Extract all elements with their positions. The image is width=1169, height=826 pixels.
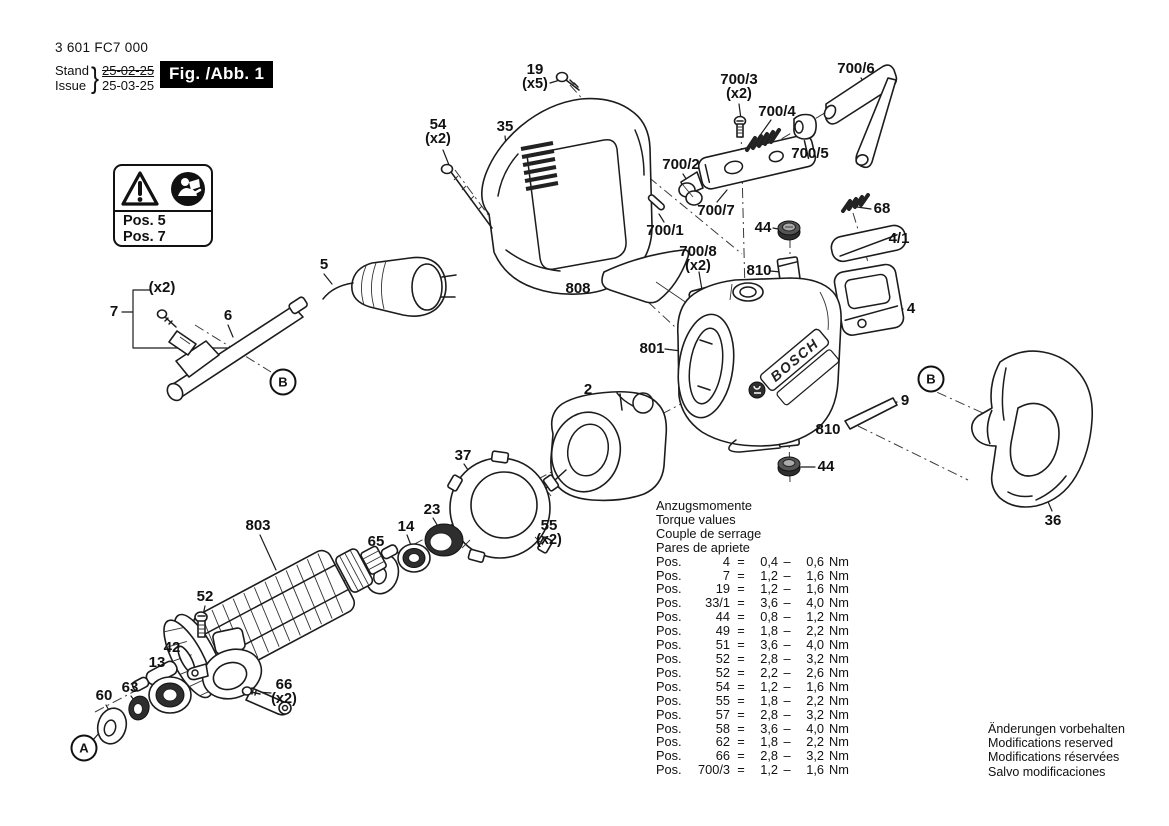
callout-circle-b: B	[918, 366, 945, 393]
part-label-803: 803	[245, 517, 271, 534]
part-label-60: 60	[95, 687, 113, 704]
callout-circle-b: B	[270, 369, 297, 396]
torque-row: Pos. 52 = 2,8 – 3,2 Nm	[656, 650, 849, 666]
figure-title-badge: Fig. /Abb. 1	[160, 61, 273, 88]
part-35-housing	[442, 73, 653, 295]
part-36-handle	[972, 351, 1093, 507]
part-44-cap-bottom	[778, 457, 800, 476]
torque-row: Pos. 44 = 0,8 – 1,2 Nm	[656, 609, 849, 625]
part-label-13: 13	[148, 654, 166, 671]
part-label-42: 42	[163, 639, 181, 656]
part-label-19: 19 (x5)	[522, 61, 548, 92]
torque-row: Pos. 19 = 1,2 – 1,6 Nm	[656, 581, 849, 597]
torque-row: Pos. 52 = 2,2 – 2,6 Nm	[656, 664, 849, 680]
torque-table	[656, 499, 849, 777]
part-label-44: 44	[754, 219, 772, 236]
part-label-36: 36	[1044, 512, 1062, 529]
part-label-68: 68	[873, 200, 891, 217]
part-700-7-plate	[681, 133, 817, 195]
part-9-label-plate	[845, 398, 897, 429]
part-13-bearing	[149, 677, 191, 713]
part-label-52: 52	[196, 588, 214, 605]
torque-heading-line: Torque values	[656, 511, 736, 527]
part-14-bearing	[398, 544, 430, 572]
issue-label: Issue	[55, 78, 87, 93]
stand-date: 25-02-25	[102, 63, 155, 78]
warning-triangle-icon	[120, 170, 160, 208]
part-label-7: 7	[109, 303, 119, 320]
part-label-700-1: 700/1	[646, 222, 684, 239]
part-label-54: 54 (x2)	[425, 116, 451, 147]
torque-row: Pos. 7 = 1,2 – 1,6 Nm	[656, 567, 849, 583]
part-label-700-3: 700/3 (x2)	[720, 71, 758, 102]
read-manual-icon	[169, 170, 207, 208]
part-700-3-screw	[735, 117, 746, 138]
part-label-700-8: 700/8 (x2)	[679, 243, 717, 274]
footer-line: Änderungen vorbehalten	[988, 722, 1125, 736]
torque-table-rows	[656, 555, 849, 778]
torque-heading-line: Couple de serrage	[656, 525, 762, 541]
part-label-35: 35	[496, 118, 514, 135]
torque-row: Pos. 57 = 2,8 – 3,2 Nm	[656, 706, 849, 722]
footer-line: Modifications reserved	[988, 736, 1114, 751]
torque-row: Pos. 62 = 1,8 – 2,2 Nm	[656, 734, 849, 750]
part-700-6-bail	[822, 65, 896, 167]
stand-label: Stand	[55, 63, 89, 78]
torque-heading-line: Anzugsmomente	[656, 498, 753, 513]
part-label-65: 65	[367, 533, 385, 550]
warnbox-pos-line: Pos. 7	[123, 229, 166, 245]
torque-row: Pos. 33/1 = 3,6 – 4,0 Nm	[656, 595, 849, 611]
part-63-washer	[126, 694, 152, 722]
torque-row: Pos. 4 = 0,4 – 0,6 Nm	[656, 553, 849, 569]
part-60-washer	[94, 705, 130, 747]
part-label-23: 23	[423, 501, 441, 518]
part-label-4: 4	[906, 300, 916, 317]
part-label-55: 55 (x2)	[536, 517, 562, 548]
part-label-808: 808	[565, 280, 591, 297]
torque-row: Pos. 54 = 1,2 – 1,6 Nm	[656, 678, 849, 694]
callout-circle-a: A	[71, 735, 98, 762]
torque-row: Pos. 55 = 1,8 – 2,2 Nm	[656, 692, 849, 708]
torque-row: Pos. 58 = 3,6 – 4,0 Nm	[656, 720, 849, 736]
footer-line: Modifications réservées	[988, 750, 1120, 765]
document-part-number: 3 601 FC7 000	[55, 40, 149, 55]
part-label-14: 14	[397, 518, 415, 535]
part-label-801: 801	[639, 340, 665, 357]
revision-block	[55, 63, 154, 93]
part-label-700-4: 700/4	[758, 103, 796, 120]
part-label-9: 9	[900, 392, 910, 409]
part-label-37: 37	[454, 447, 472, 464]
part-4-switch	[833, 263, 905, 337]
part-label-700-7: 700/7	[697, 202, 735, 219]
warnbox-pos-line: Pos. 5	[123, 213, 166, 229]
brand-logo-text: BOSCH	[767, 335, 822, 385]
part-44-cap-top	[778, 221, 800, 240]
footer-line: Salvo modificaciones	[988, 764, 1106, 779]
safety-note-box	[113, 164, 213, 247]
part-label-6: 6	[223, 307, 233, 324]
part-label--x2-: (x2)	[148, 279, 176, 296]
torque-row: Pos. 66 = 2,8 – 3,2 Nm	[656, 748, 849, 764]
brace-glyph: }	[90, 61, 100, 95]
torque-table-headings	[656, 499, 849, 555]
part-label-700-2: 700/2	[662, 156, 700, 173]
part-label-700-6: 700/6	[837, 60, 875, 77]
torque-row: Pos. 51 = 3,6 – 4,0 Nm	[656, 637, 849, 653]
part-5-plug	[323, 257, 456, 316]
torque-row: Pos. 49 = 1,8 – 2,2 Nm	[656, 623, 849, 639]
part-label-5: 5	[319, 256, 329, 273]
part-label-810: 810	[815, 421, 841, 438]
modifications-footer	[988, 722, 1125, 779]
torque-row: Pos. 700/3 = 1,2 – 1,6 Nm	[656, 762, 849, 778]
part-23-ring	[425, 524, 463, 556]
part-label-810: 810	[746, 262, 772, 279]
torque-heading-line: Pares de apriete	[656, 539, 750, 555]
issue-date: 25-03-25	[102, 78, 155, 93]
part-label-44: 44	[817, 458, 835, 475]
part-label-700-5: 700/5	[791, 145, 829, 162]
part-label-63: 63	[121, 679, 139, 696]
part-label-4-1: 4/1	[888, 230, 910, 247]
part-label-2: 2	[583, 381, 593, 398]
part-label-66: 66 (x2)	[271, 676, 297, 707]
warnbox-positions	[115, 212, 211, 245]
part-700-5-grommet	[794, 115, 816, 140]
